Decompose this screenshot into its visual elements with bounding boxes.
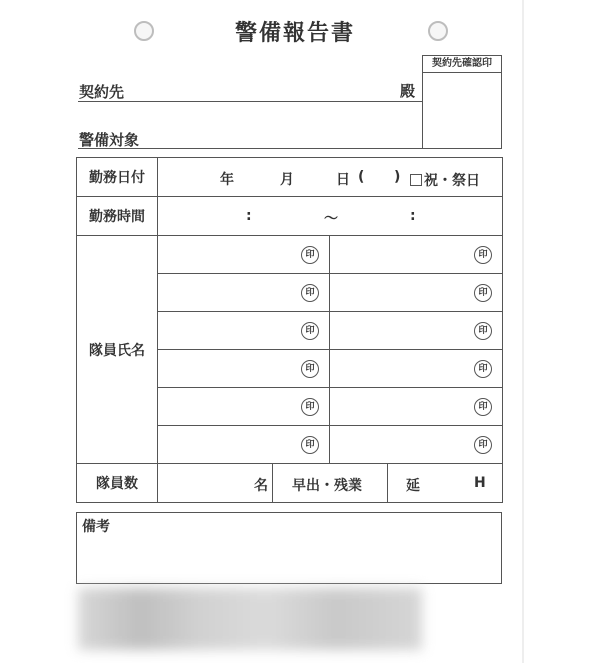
contract-label: 契約先 — [79, 83, 125, 101]
security-target-label: 警備対象 — [79, 131, 140, 149]
table-row-work-time — [77, 197, 503, 236]
work-date-field[interactable] — [158, 158, 503, 197]
work-time-label: 勤務時間 — [77, 197, 158, 236]
holiday-checkbox[interactable] — [410, 174, 422, 186]
date-month-label: 月 — [280, 172, 294, 188]
overtime-label: 早出・残業 — [292, 478, 362, 494]
seal-mark-icon: 印 — [474, 322, 492, 340]
seal-mark-icon: 印 — [474, 436, 492, 454]
member-name-field[interactable] — [330, 312, 503, 350]
report-table — [76, 157, 503, 503]
stamp-box-header: 契約先確認印 — [423, 56, 501, 73]
seal-mark-icon: 印 — [474, 246, 492, 264]
paper-edge — [522, 0, 524, 663]
count-unit-label: 名 — [254, 478, 268, 494]
member-name-field[interactable] — [158, 388, 330, 426]
date-paren-close: ) — [394, 169, 401, 185]
hours-unit-label: H — [474, 475, 486, 491]
client-confirmation-stamp-box[interactable] — [422, 55, 502, 149]
member-name-field[interactable] — [330, 236, 503, 274]
member-name-field[interactable] — [330, 274, 503, 312]
document-title: 警備報告書 — [234, 21, 355, 46]
remarks-label: 備考 — [82, 519, 110, 535]
member-name-field[interactable] — [330, 350, 503, 388]
member-count-label: 隊員数 — [77, 464, 158, 503]
seal-mark-icon: 印 — [474, 284, 492, 302]
table-row-member-1 — [77, 236, 503, 274]
member-count-field[interactable] — [158, 464, 503, 503]
member-name-field[interactable] — [158, 350, 330, 388]
member-name-field[interactable] — [158, 236, 330, 274]
honorific-label: 殿 — [400, 82, 416, 100]
work-date-label: 勤務日付 — [77, 158, 158, 197]
remarks-box[interactable] — [76, 512, 502, 584]
time-colon-end: : — [410, 208, 416, 224]
time-tilde: ～ — [324, 211, 338, 227]
work-time-field[interactable] — [158, 197, 503, 236]
seal-mark-icon: 印 — [301, 284, 319, 302]
seal-mark-icon: 印 — [301, 246, 319, 264]
time-colon-start: : — [246, 208, 252, 224]
member-name-field[interactable] — [330, 426, 503, 464]
overtime-divider — [387, 464, 388, 502]
contract-underline[interactable] — [78, 101, 422, 102]
member-name-field[interactable] — [158, 312, 330, 350]
seal-mark-icon: 印 — [301, 436, 319, 454]
holiday-label: 祝・祭日 — [424, 173, 480, 189]
seal-mark-icon: 印 — [474, 360, 492, 378]
seal-mark-icon: 印 — [301, 322, 319, 340]
member-name-field[interactable] — [158, 426, 330, 464]
member-names-label: 隊員氏名 — [77, 236, 158, 464]
date-day-label: 日 — [336, 172, 350, 188]
seal-mark-icon: 印 — [474, 398, 492, 416]
seal-mark-icon: 印 — [301, 398, 319, 416]
member-name-field[interactable] — [330, 388, 503, 426]
extension-label: 延 — [406, 478, 420, 494]
table-row-work-date — [77, 158, 503, 197]
security-target-underline[interactable] — [78, 148, 422, 149]
count-divider — [272, 464, 273, 502]
table-row-member-count — [77, 464, 503, 503]
blurred-printed-area — [78, 588, 422, 650]
member-name-field[interactable] — [158, 274, 330, 312]
seal-mark-icon: 印 — [301, 360, 319, 378]
date-paren-open: ( — [358, 169, 365, 185]
date-year-label: 年 — [220, 172, 234, 188]
